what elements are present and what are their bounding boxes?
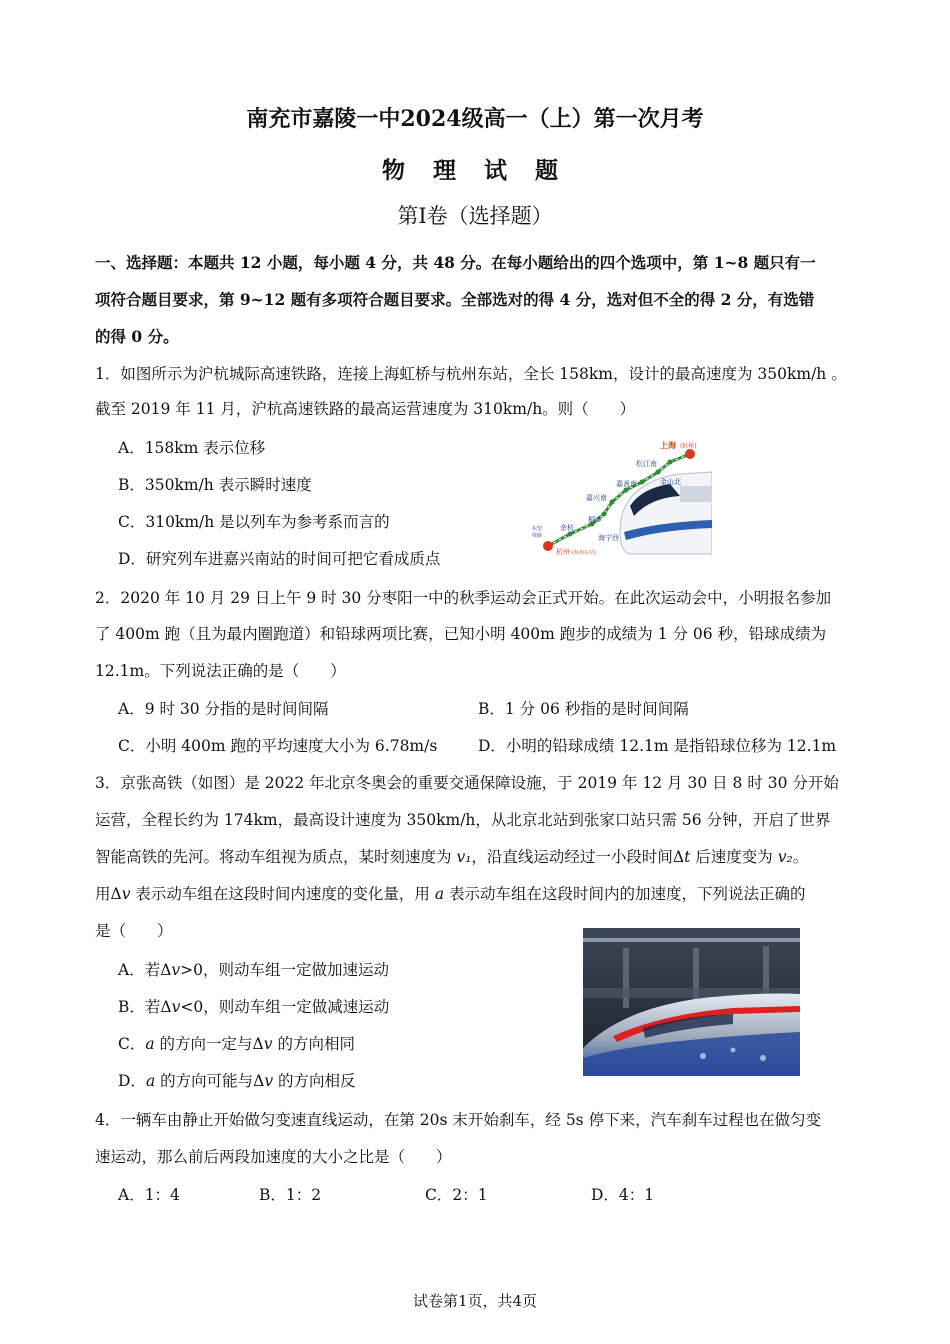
q4-option-b: B．1：2 [259,1186,322,1204]
map-label: 东望 [532,526,543,532]
map-label: (虹桥) [680,443,697,450]
q3-stem-line-4: 用Δv 表示动车组在这段时间内速度的变化量，用 a 表示动车组在这段时间内的加速度，下列说法正确的 [95,885,806,903]
map-label: 上海 [660,441,676,450]
map-label: 金山北 [660,478,681,486]
station-hangzhou-marker [543,541,553,551]
volume-title: 第Ⅰ卷（选择题） [397,204,553,228]
q3-stem-line-1: 3．京张高铁（如图）是 2022 年北京冬奥会的重要交通保障设施，于 2019 年 12 月 30 日 8 时 30 分开始 [95,774,839,792]
map-label: 嘉善南 [616,480,637,488]
rail-map-svg [530,436,712,560]
q4-option-a: A．1：4 [118,1186,180,1204]
q4-stem-line-1: 4．一辆车由静止开始做匀变速直线运动，在第 20s 末开始刹车，经 5s 停下来，汽车刹车过程也在做匀变 [95,1111,822,1129]
q4-option-c: C．2：1 [425,1186,488,1204]
section-instructions [95,244,865,355]
map-label: 海宁西 [598,534,619,542]
q2-stem-line-1: 2．2020 年 10 月 29 日上午 9 时 30 分枣阳一中的秋季运动会正式开始。在此次运动会中，小明报名参加 [95,589,832,607]
q3-option-b: B．若Δv<0，则动车组一定做减速运动 [118,998,390,1016]
q4-option-d: D．4：1 [591,1186,655,1204]
page-footer: 试卷第1页，共4页 [412,1292,538,1310]
q2-option-b: B．1 分 06 秒指的是时间间隔 [478,700,689,718]
q4-stem-line-2: 速运动，那么前后两段加速度的大小之比是（ ） [95,1148,452,1166]
q2-option-d: D．小明的铅球成绩 12.1m 是指铅球位移为 12.1m [478,737,837,755]
q2-stem-line-2: 了 400m 跑（且为最内圈跑道）和铅球两项比赛，已知小明 400m 跑步的成绩为 1 分 06 秒，铅球成绩为 [95,625,827,643]
q1-option-b: B．350km/h 表示瞬时速度 [118,476,312,494]
q3-option-d: D．a 的方向可能与Δv 的方向相反 [118,1072,356,1090]
q3-stem-line-5: 是（ ） [95,922,173,940]
map-label: 松江南 [636,460,657,468]
train-photo-svg [583,928,800,1076]
map-label: 桐乡 [588,516,602,524]
subject-title: 物 理 试 题 [381,157,569,184]
q2-stem-line-3: 12.1m。下列说法正确的是（ ） [95,662,346,680]
rail-map-figure [530,436,712,560]
section-line-1: 一、选择题：本题共 12 小题，每小题 4 分，共 48 分。在每小题给出的四个选项中，第 1~8 题只有一 [95,253,816,272]
q2-option-a: A．9 时 30 分指的是时间间隔 [118,700,329,718]
map-label: 杭州 [556,548,570,556]
q3-option-c: C．a 的方向一定与Δv 的方向相同 [118,1035,355,1053]
q1-option-d: D．研究列车进嘉兴南站的时间可把它看成质点 [118,550,441,568]
q1-option-c: C．310km/h 是以列车为参考系而言的 [118,513,390,531]
q2-option-c: C．小明 400m 跑的平均速度大小为 6.78m/s [118,737,438,755]
section-line-2: 项符合题目要求，第 9~12 题有多项符合题目要求。全部选对的得 4 分，选对但不全的得 2 分，有选错 [95,290,815,309]
q3-stem-line-3: 智能高铁的先河。将动车组视为质点，某时刻速度为 v₁，沿直线运动经过一小段时间Δt 后速度变为 v₂。 [95,848,809,866]
map-label: (杭州东站) [572,550,596,556]
station-shanghai-marker [685,449,695,459]
q1-stem-line-1: 1．如图所示为沪杭城际高速铁路，连接上海虹桥与杭州东站，全长 158km，设计的最高速度为 350km/h 。 [95,365,847,383]
map-label: 嘉兴南 [586,494,607,502]
section-line-3: 的得 0 分。 [95,327,179,346]
exam-title: 南充市嘉陵一中2024级高一（上）第一次月考 [246,106,704,132]
q3-option-a: A．若Δv>0，则动车组一定做加速运动 [118,961,390,979]
map-label: 线路 [532,533,543,539]
map-label: 余杭 [560,524,574,532]
train-photo [583,928,800,1076]
q1-option-a: A．158km 表示位移 [118,439,266,457]
q3-stem-line-2: 运营，全程长约为 174km，最高设计速度为 350km/h，从北京北站到张家口站只需 56 分钟，开启了世界 [95,811,831,829]
q1-stem-line-2: 截至 2019 年 11 月，沪杭高速铁路的最高运营速度为 310km/h。则（ ） [95,400,636,418]
